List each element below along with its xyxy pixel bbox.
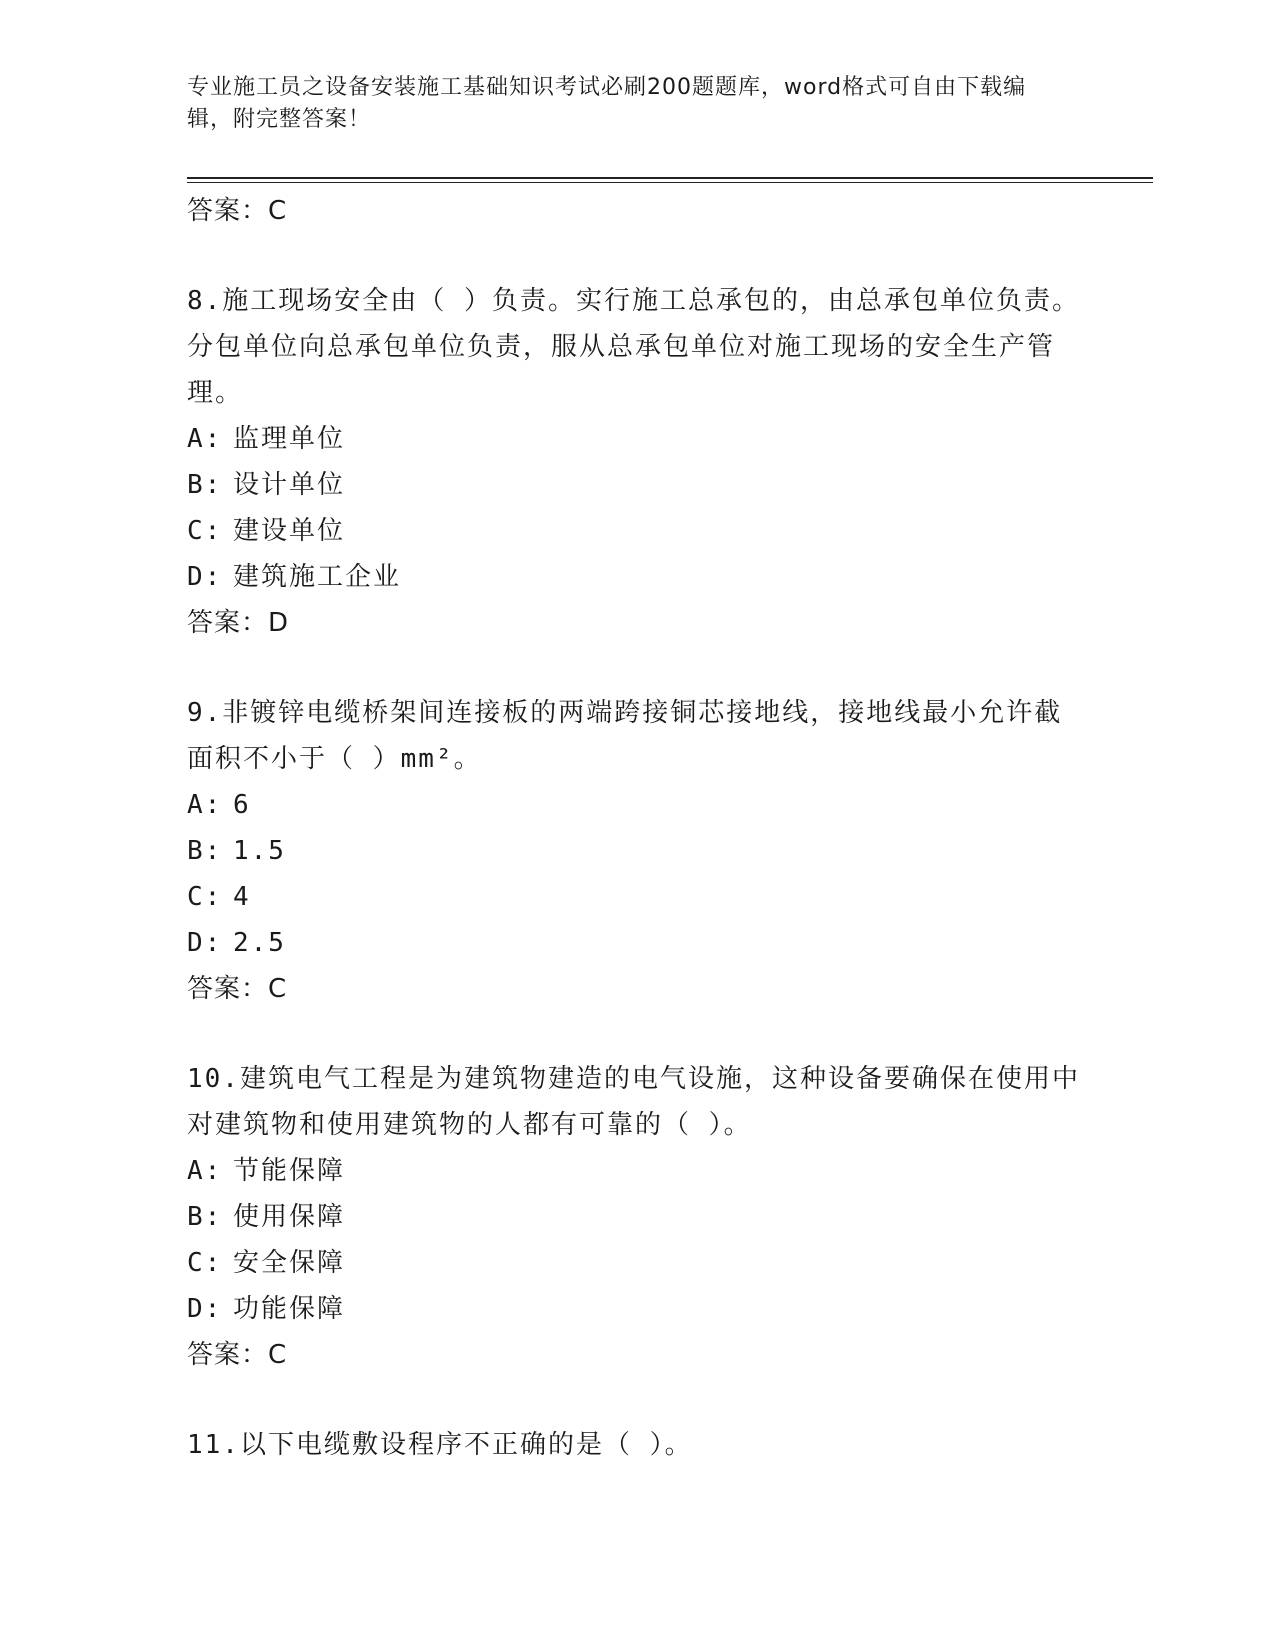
previous-answer: 答案：C	[187, 196, 288, 226]
question-stem: 8.施工现场安全由（ ）负责。实行施工总承包的，由总承包单位负责。分包单位向总承包单位负责，服从总承包单位对施工现场的安全生产管理。	[187, 286, 1080, 408]
answer-line: 答案：C	[187, 974, 288, 1004]
option-text: 6	[233, 790, 251, 820]
question-stem: 11.以下电缆敷设程序不正确的是（ ）。	[187, 1430, 693, 1460]
option-label: B:	[187, 470, 223, 500]
option-text: 节能保障	[233, 1156, 346, 1186]
option-b	[187, 462, 1087, 508]
question-stem: 10.建筑电气工程是为建筑物建造的电气设施，这种设备要确保在使用中对建筑物和使用建筑物的人都有可靠的（ ）。	[187, 1064, 1080, 1140]
option-label: D:	[187, 928, 223, 958]
option-label: B:	[187, 836, 223, 866]
question-9	[187, 690, 1087, 1012]
option-c	[187, 1240, 1087, 1286]
option-text: 安全保障	[233, 1248, 346, 1278]
option-text: 建设单位	[233, 516, 346, 546]
option-label: C:	[187, 882, 223, 912]
option-a	[187, 1148, 1087, 1194]
question-10	[187, 1056, 1087, 1378]
document-header	[187, 72, 1067, 136]
header-divider-thin	[187, 182, 1153, 183]
option-label: B:	[187, 1202, 223, 1232]
option-text: 使用保障	[233, 1202, 346, 1232]
question-8	[187, 278, 1087, 646]
option-c	[187, 874, 1087, 920]
option-label: A:	[187, 1156, 223, 1186]
option-b	[187, 828, 1087, 874]
option-label: A:	[187, 424, 223, 454]
option-text: 2.5	[233, 928, 286, 958]
question-list	[187, 188, 1087, 1468]
answer-line: 答案：D	[187, 608, 290, 638]
option-text: 1.5	[233, 836, 286, 866]
option-a	[187, 782, 1087, 828]
header-divider	[187, 177, 1153, 179]
option-text: 4	[233, 882, 251, 912]
option-c	[187, 508, 1087, 554]
option-d	[187, 1286, 1087, 1332]
option-label: A:	[187, 790, 223, 820]
question-stem: 9.非镀锌电缆桥架间连接板的两端跨接铜芯接地线，接地线最小允许截面积不小于（ ）mm²。	[187, 698, 1063, 774]
option-label: D:	[187, 1294, 223, 1324]
option-text: 监理单位	[233, 424, 346, 454]
option-label: D:	[187, 562, 223, 592]
option-d	[187, 920, 1087, 966]
option-label: C:	[187, 1248, 223, 1278]
option-text: 设计单位	[233, 470, 346, 500]
option-a	[187, 416, 1087, 462]
option-text: 功能保障	[233, 1294, 346, 1324]
question-11	[187, 1422, 1087, 1468]
option-label: C:	[187, 516, 223, 546]
answer-line: 答案：C	[187, 1340, 288, 1370]
option-b	[187, 1194, 1087, 1240]
option-text: 建筑施工企业	[233, 562, 402, 592]
header-title: 专业施工员之设备安装施工基础知识考试必刷200题题库，word格式可自由下载编辑，附完整答案！	[187, 75, 1027, 132]
option-d	[187, 554, 1087, 600]
